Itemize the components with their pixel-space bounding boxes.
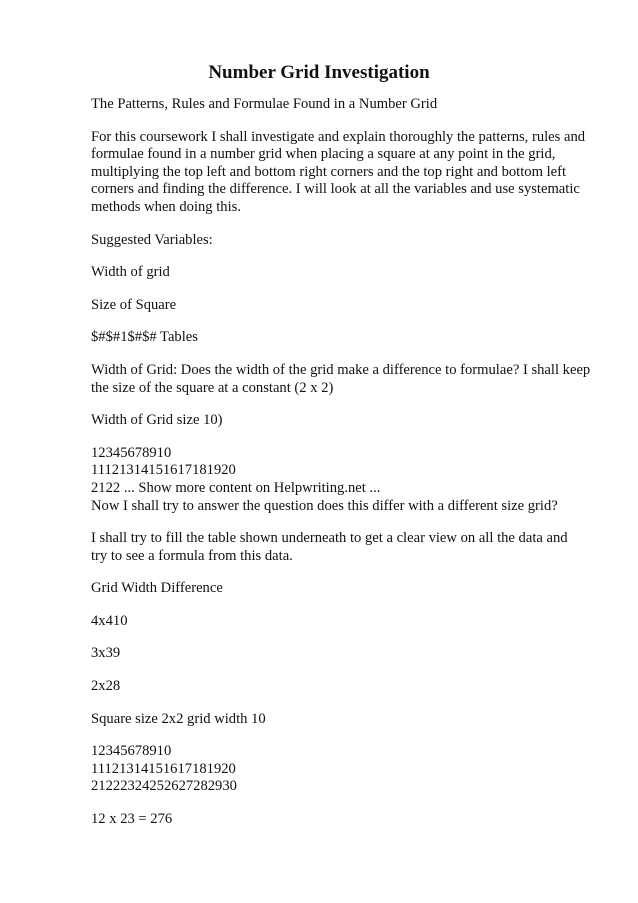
grid-size-10-heading: Width of Grid size 10) — [91, 412, 223, 429]
grid-row-truncated: 2122 ... Show more content on Helpwriting.net ... — [91, 479, 381, 496]
variable-size-of-square: Size of Square — [91, 296, 177, 313]
intro-line: methods when doing this. — [91, 198, 241, 215]
variable-width-of-grid: Width of grid — [91, 264, 170, 281]
grid-row: 12345678910 — [91, 444, 172, 461]
document-title: Number Grid Investigation — [208, 62, 430, 83]
fill-table-line: try to see a formula from this data. — [91, 547, 293, 564]
table-row: 2x28 — [91, 678, 121, 695]
calculation-line: 12 x 23 = 276 — [91, 811, 173, 828]
table-header: Grid Width Difference — [91, 580, 223, 597]
intro-line: formulae found in a number grid when placing a square at any point in the grid, — [91, 146, 556, 163]
variable-tables: $#$#1$#$# Tables — [91, 329, 198, 346]
document-body — [91, 96, 611, 844]
intro-paragraph — [91, 129, 611, 217]
grid-block-2 — [91, 743, 611, 796]
intro-line: corners and finding the difference. I will look at all the variables and use systematic — [91, 181, 580, 198]
intro-line: multiplying the top left and bottom right corners and the top right and bottom left — [91, 163, 567, 180]
question-line: Now I shall try to answer the question does this differ with a different size grid? — [91, 497, 558, 514]
grid-row: 11121314151617181920 — [91, 462, 236, 479]
table-row: 4x410 — [91, 612, 128, 629]
grid-block-1 — [91, 445, 611, 515]
subtitle: The Patterns, Rules and Formulae Found in a Number Grid — [91, 96, 438, 112]
square-size-line: Square size 2x2 grid width 10 — [91, 710, 266, 727]
grid-row: 12345678910 — [91, 743, 172, 760]
width-question-paragraph — [91, 362, 611, 397]
table-row: 3x39 — [91, 645, 121, 662]
width-question-line: Width of Grid: Does the width of the grid make a difference to formulae? I shall keep — [91, 361, 591, 378]
intro-line: For this coursework I shall investigate and explain thoroughly the patterns, rules and — [91, 128, 586, 145]
suggested-variables-heading: Suggested Variables: — [91, 231, 213, 248]
width-question-line: the size of the square at a constant (2 x 2) — [91, 379, 334, 396]
fill-table-line: I shall try to fill the table shown underneath to get a clear view on all the data and — [91, 530, 568, 547]
grid-row: 11121314151617181920 — [91, 760, 236, 777]
grid-row: 21222324252627282930 — [91, 778, 237, 795]
fill-table-paragraph — [91, 530, 611, 565]
